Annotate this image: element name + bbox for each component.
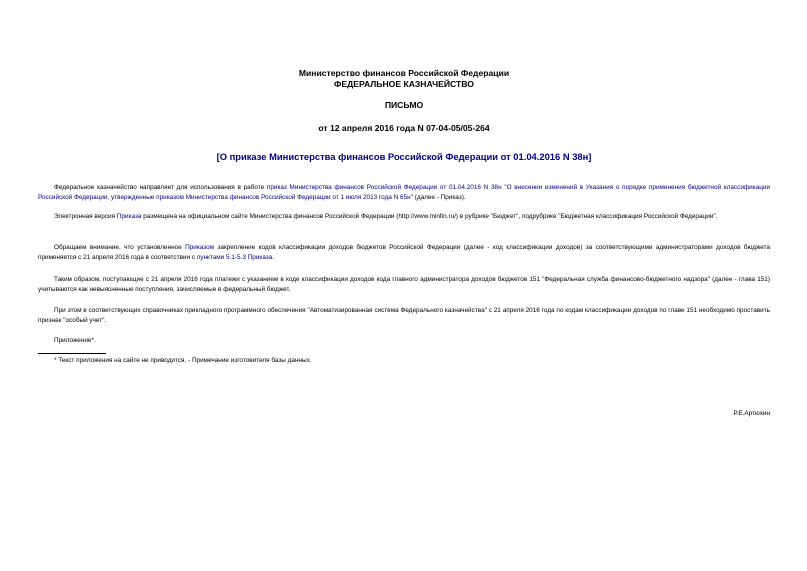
agency-heading: ФЕДЕРАЛЬНОЕ КАЗНАЧЕЙСТВО: [334, 79, 474, 89]
paragraph-text: Электронная версия: [54, 213, 117, 220]
paragraph-text: размещена на официальном сайте Министерства финансов Российской Федерации (http://www.minfin.ru/) в рубрике "Бюджет", подрубрике "Бюджетная классификация Российской Федерации".: [141, 213, 718, 220]
clauses-link[interactable]: пунктами 5.1-5.3 Приказа: [196, 254, 273, 261]
paragraph-4: Таким образом, поступающие с 21 апреля 2016 года платежи с указанием в коде классификации доходов кода главного администратора доходов бюджетов 151 "Федеральная служба финансово-бюджетного надзора" (далее - глава 151) учитываются как невыясненные поступления, зачисляемые в федеральный бюджет.: [38, 276, 770, 293]
paragraph-text: (далее - Приказ).: [412, 194, 466, 201]
signature: Р.Е.Артюхин: [733, 410, 770, 417]
order-link-2[interactable]: Приказом: [185, 244, 215, 251]
paragraph-6-attachment: Приложение*.: [54, 337, 96, 344]
order-38n-link[interactable]: приказ Министерства финансов Российской Федерации от 01.04.2016 N 38н "О внесении изменений в Указания о порядке применения бюджетной классификации Российской Федерации, утвержденные приказом Министерства финансов Российской Федерации от 1 июля 2013 года N 65н": [38, 184, 771, 201]
footnote-divider: [38, 353, 106, 354]
doc-type-heading: ПИСЬМО: [384, 100, 424, 110]
document-title: [38, 151, 770, 162]
title-close-bracket: ]: [588, 151, 592, 162]
title-link[interactable]: О приказе Министерства финансов Российской Федерации от 01.04.2016 N 38н: [219, 151, 589, 162]
date-number-heading: от 12 апреля 2016 года N 07-04-05/05-264: [318, 123, 490, 133]
title-open-bracket: [: [216, 151, 220, 162]
paragraph-3: [38, 243, 770, 263]
paragraph-text: Обращаем внимание, что установленное: [54, 244, 186, 251]
paragraph-5: При этом в соответствующих справочниках прикладного программного обеспечения "Автоматизированная система Федерального казначейства" с 21 апреля 2016 года по кодам классификации доходов по главе 151 необходимо проставить признак "особый учет".: [38, 307, 770, 324]
paragraph-2: [38, 212, 770, 222]
paragraph-text: .: [272, 254, 275, 261]
paragraph-text: закрепление кодов классификации доходов бюджетов Российской Федерации (далее - код классификации доходов) за соответствующими администраторами доходов бюджета применяется с 21 апреля 2016 года в соответствии с: [38, 244, 770, 261]
ministry-heading: Министерство финансов Российской Федерации: [298, 68, 510, 78]
order-link[interactable]: Приказа: [116, 213, 142, 220]
paragraph-1: [38, 183, 770, 203]
paragraph-text: Федеральное казначейство направляет для использования в работе: [54, 184, 267, 191]
footnote: * Текст приложения на сайте не приводится. - Примечание изготовителя базы данных.: [54, 357, 312, 364]
